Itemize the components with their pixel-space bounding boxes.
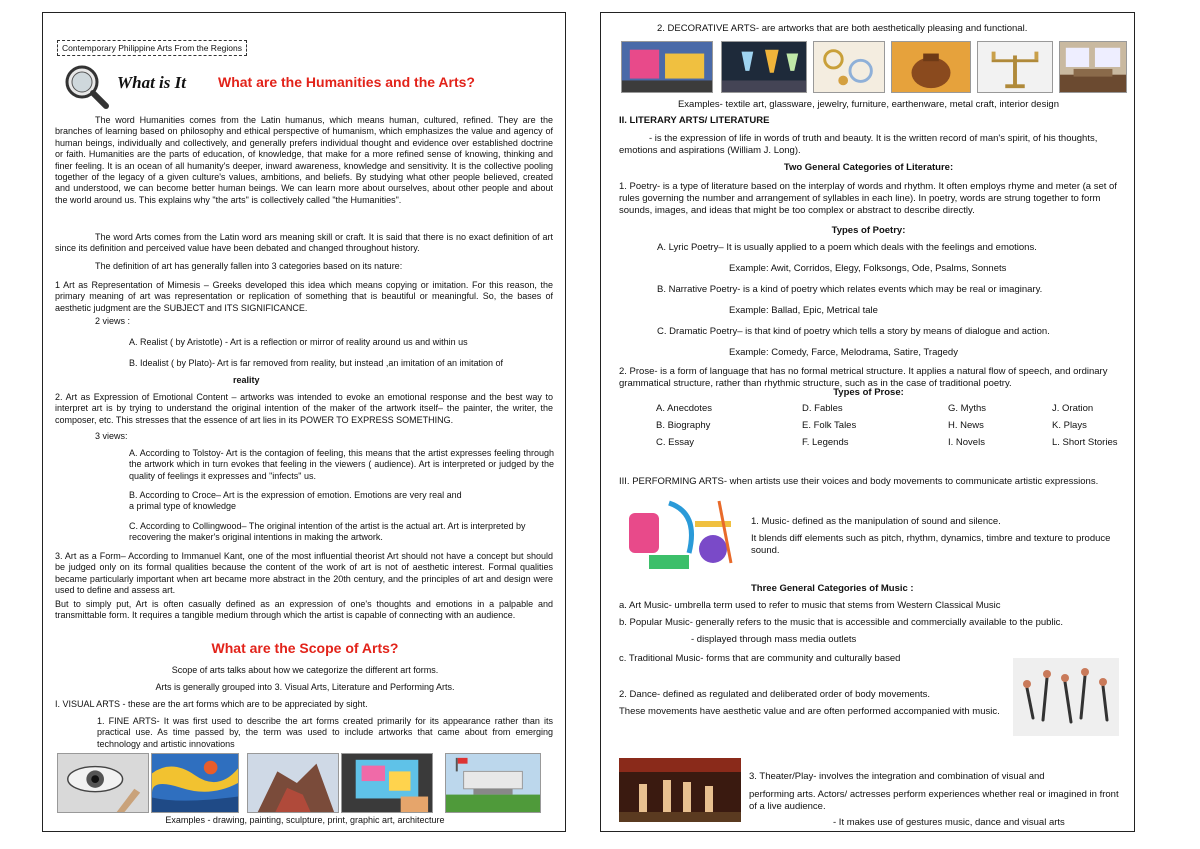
idealist-view-end: reality <box>233 375 260 385</box>
glassware-image <box>721 41 807 93</box>
mimesis-item: 1 Art as Representation of Mimesis – Greeks developed this idea which means copying or imitation. For this reason, the primary meaning of art was representation or replication of something that is beautiful or meaningful. So, the bases of aesthetic judgment are the SUBJECT and ITS SIGNIFICANCE. <box>55 280 553 313</box>
lyric-poetry-example: Example: Awit, Corridos, Elegy, Folksongs, Ode, Psalms, Sonnets <box>729 263 1007 274</box>
traditional-music: c. Traditional Music- forms that are community and culturally based <box>619 653 901 664</box>
theater-description: performing arts. Actors/ actresses perform experiences whether real or imagined in front of a live audience. <box>749 789 1119 812</box>
decorative-arts-heading: 2. DECORATIVE ARTS- are artworks that are both aesthetically pleasing and functional. <box>657 23 1028 34</box>
graphic-art-image <box>341 753 433 813</box>
decorative-arts-examples: Examples- textile art, glassware, jewelry, furniture, earthenware, metal craft, interior design <box>677 99 1060 110</box>
narrative-poetry-example: Example: Ballad, Epic, Metrical tale <box>729 305 878 316</box>
interior-design-image <box>1059 41 1127 93</box>
literary-arts-heading: II. LITERARY ARTS/ LITERATURE <box>619 115 770 126</box>
popular-music: b. Popular Music- generally refers to the music that is accessible and commercially available to the public. <box>619 617 1064 628</box>
prose-type: D. Fables <box>802 403 843 414</box>
popular-music-note: - displayed through mass media outlets <box>691 634 857 645</box>
sculpture-image <box>247 753 339 813</box>
narrative-poetry: B. Narrative Poetry- is a kind of poetry which relates events which may be real or imaginary. <box>657 284 1043 295</box>
realist-view: A. Realist ( by Aristotle) - Art is a reflection or mirror of reality around us and within us <box>129 337 468 347</box>
prose-definition: 2. Prose- is a form of language that has no formal metrical structure. It applies a natural flow of speech, and ordinary grammatical structure, rather than rhythmic structure, such as in the case of traditional poetry. <box>619 366 1108 389</box>
theater-definition: 3. Theater/Play- involves the integration and combination of visual and <box>749 771 1045 782</box>
textile-art-image <box>621 41 713 93</box>
types-of-poetry-heading: Types of Poetry: <box>831 225 906 236</box>
prose-type: L. Short Stories <box>1052 437 1118 448</box>
performing-arts-heading: III. PERFORMING ARTS- when artists use their voices and body movements to communicate artistic expressions. <box>619 476 1099 487</box>
prose-type: J. Oration <box>1052 403 1094 414</box>
what-is-it-heading: What is It <box>117 73 186 92</box>
dance-definition: 2. Dance- defined as regulated and deliberated order of body movements. <box>619 689 931 700</box>
form-item: 3. Art as a Form– According to Immanuel Kant, one of the most influential theorist Art should not have a concept but should be judged only on its formal qualities because the content of the work of art is not of aesthetic interest. Formal qualities became particularly important when art became more abstract in the 20th century, and the principles of art and design were used to define and assess art. <box>55 551 553 596</box>
art-music: a. Art Music- umbrella term used to refer to music that stems from Western Classical Music <box>619 600 1001 611</box>
theater-image <box>619 758 741 822</box>
scope-line-1: Scope of arts talks about how we categorize the different art forms. <box>171 665 439 675</box>
arts-paragraph: The word Arts comes from the Latin word ars meaning skill or craft. It is said that there is no exact definition of art since its definition and perceived value have been debated and changed throughout history. <box>55 232 553 254</box>
prose-type: A. Anecdotes <box>656 403 712 414</box>
music-categories-heading: Three General Categories of Music : <box>751 583 914 594</box>
poetry-definition: 1. Poetry- is a type of literature based on the interplay of words and rhythm. It often employs rhyme and meter (a set of rules governing the number and arrangement of syllables in each line). In poetry, words are strung together to form sounds, images, and ideas that might be too complex or abstract to describe directly. <box>619 181 1117 216</box>
types-of-prose-heading: Types of Prose: <box>833 387 904 398</box>
theater-note: - It makes use of gestures music, dance and visual arts <box>833 817 1065 828</box>
collingwood-view: C. According to Collingwood– The original intention of the artist is the actual art. Art is interpreted by recovering the maker's original intentions in making the artwork. <box>129 521 526 543</box>
tolstoy-view: A. According to Tolstoy- Art is the contagion of feeling, this means that the artist expresses feeling through the artwork which in turn evokes that feeling in the viewers ( audience). Art is interpreted or judged by the quality of feelings it expresses and "infects" us. <box>129 448 554 481</box>
croce-view: B. According to Croce– Art is the expression of emotion. Emotions are very real and a primal type of knowledge <box>129 490 462 512</box>
definition-paragraph: The definition of art has generally fallen into 3 categories based on its nature: <box>95 261 403 271</box>
two-views-label: 2 views : <box>95 316 131 326</box>
page-1 <box>42 12 566 832</box>
dramatic-poetry: C. Dramatic Poetry– is that kind of poetry which tells a story by means of dialogue and action. <box>657 326 1050 337</box>
earthenware-image <box>891 41 971 93</box>
prose-type: I. Novels <box>948 437 985 448</box>
fine-arts-paragraph: 1. FINE ARTS- It was first used to describe the art forms created primarily for its appearance rather than its practical use. As time passed by, the term was used to include artworks that came about from emerging technology and artistic innovations <box>97 716 553 749</box>
prose-types-grid <box>656 403 1126 448</box>
lyric-poetry: A. Lyric Poetry– It is usually applied to a poem which deals with the feelings and emotions. <box>657 242 1037 253</box>
three-views-label: 3 views: <box>95 431 128 441</box>
prose-type: K. Plays <box>1052 420 1087 431</box>
emotional-content-item: 2. Art as Expression of Emotional Content – artworks was intended to evoke an emotional response and the best way to interpret art is by trying to understand the original intention of the maker of the artwork itself– the painter, the writer, the composer, etc. This stresses that the essence of art lies in its POWER TO EXPRESS SOMETHING. <box>55 392 553 425</box>
art-summary: But to simply put, Art is often casually defined as an expression of one's thoughts and emotions in a palpable and transmittable form. It requires a tangible medium through which the artist is capable of connecting with an audience. <box>55 599 553 621</box>
painting-image <box>151 753 239 813</box>
music-elements: It blends diff elements such as pitch, rhythm, dynamics, timbre and texture to produce sound. <box>751 533 1111 556</box>
literary-definition: - is the expression of life in words of truth and beauty. It is the written record of man's spirit, of his thoughts, emotions and aspirations (William J. Long). <box>619 133 1098 156</box>
scope-line-2: Arts is generally grouped into 3. Visual Arts, Literature and Performing Arts. <box>155 682 455 692</box>
prose-type: F. Legends <box>802 437 849 448</box>
drawing-image <box>57 753 149 813</box>
prose-type: B. Biography <box>656 420 711 431</box>
jewelry-image <box>813 41 885 93</box>
module-header-label: Contemporary Philippine Arts From the Regions <box>57 40 247 56</box>
idealist-view: B. Idealist ( by Plato)- Art is far removed from reality, but instead ,an imitation of an imitation of <box>129 358 503 368</box>
scope-title: What are the Scope of Arts? <box>211 640 399 656</box>
architecture-image <box>445 753 541 813</box>
dramatic-poetry-example: Example: Comedy, Farce, Melodrama, Satire, Tragedy <box>729 347 958 358</box>
music-instruments-image <box>619 493 741 579</box>
visual-arts-heading: I. VISUAL ARTS - these are the art forms which are to be appreciated by sight. <box>55 699 368 709</box>
prose-type: H. News <box>948 420 984 431</box>
prose-type: C. Essay <box>656 437 695 448</box>
metal-craft-image <box>977 41 1053 93</box>
humanities-paragraph: The word Humanities comes from the Latin humanus, which means human, cultured, refined. They are the branches of learning based on philosophy and ethical perspective of humanism, which emphasizes the value and agency of human beings, individually and collectively, and generally prefers individual thought and evidence over established doctrine or faith. Humanities are the parts of education, of knowledge, that make for a more refined sense of knowing, thinking and finer feeling. It is an ocean of all humanity's deeper, inward awareness, knowledge and sensitivity. It is the collective pooling together of the legacy of a given culture's values, ambitions, and beliefs. By studying what other people believed, created and understood, we can become better human beings. We can learn more about ourselves, about other people and about the world around us. This explains why "the arts" is collectively called "the Humanities". <box>55 115 553 205</box>
literature-categories-heading: Two General Categories of Literature: <box>783 162 954 173</box>
music-definition: 1. Music- defined as the manipulation of sound and silence. <box>751 516 1001 527</box>
fine-arts-examples: Examples - drawing, painting, sculpture, print, graphic art, architecture <box>165 815 445 825</box>
page-2 <box>600 12 1135 832</box>
dance-image <box>1013 658 1119 736</box>
magnifier-icon <box>63 63 109 109</box>
page-title: What are the Humanities and the Arts? <box>218 74 475 90</box>
dance-description: These movements have aesthetic value and are often performed accompanied with music. <box>619 706 1000 717</box>
prose-type: E. Folk Tales <box>802 420 857 431</box>
prose-type: G. Myths <box>948 403 987 414</box>
